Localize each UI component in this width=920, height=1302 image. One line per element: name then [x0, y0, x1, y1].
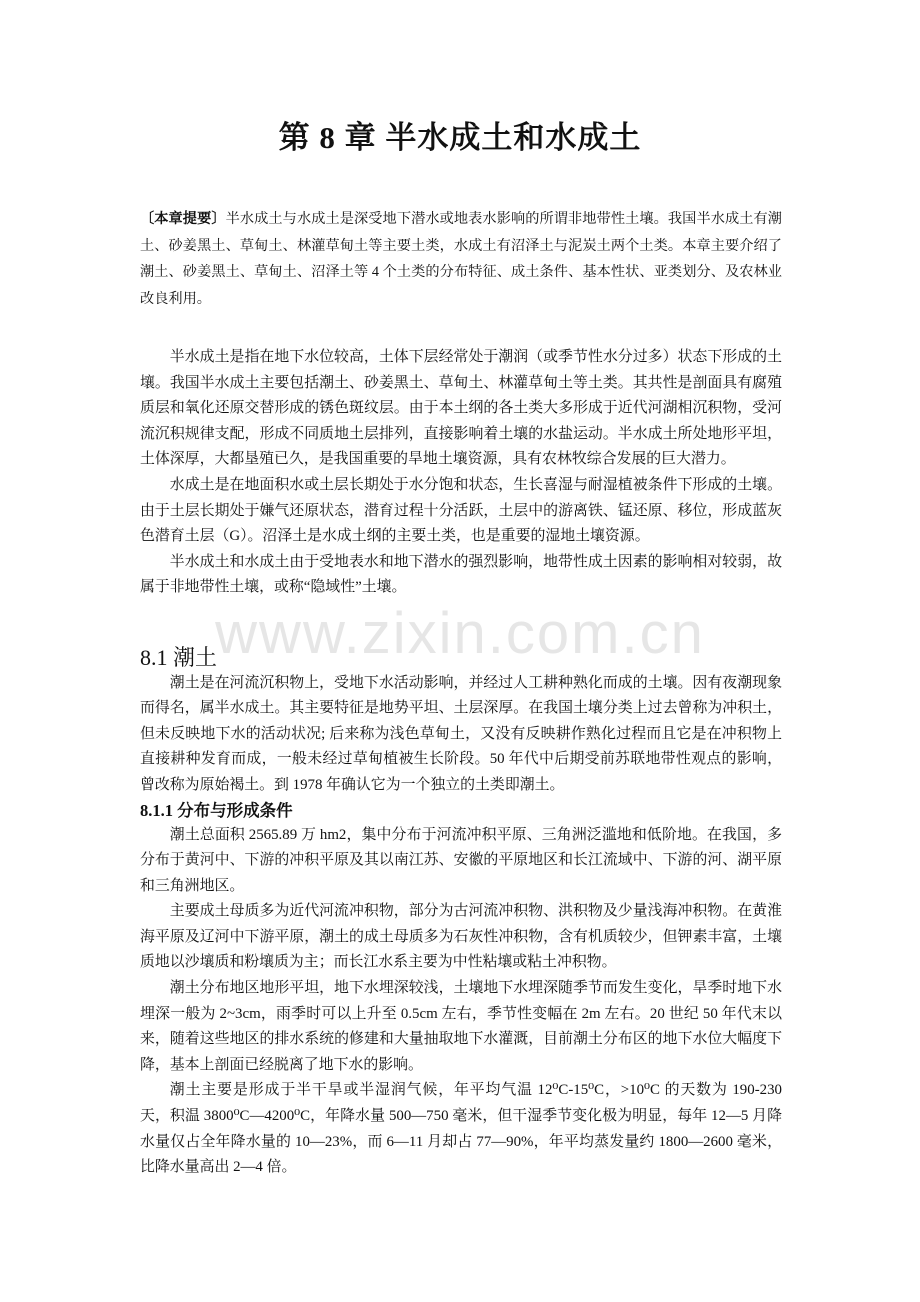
watermark: www.zixin.com.cn — [215, 601, 705, 666]
document-body — [140, 345, 782, 1181]
abstract-text: 半水成土与水成土是深受地下潜水或地表水影响的所谓非地带性土壤。我国半水成土有潮土、砂姜黑土、草甸土、林灌草甸土等主要土类，水成土有沼泽土与泥炭土两个土类。本章主要介绍了潮土、砂姜黑土、草甸土、沼泽土等 4 个土类的分布特征、成土条件、基本性状、亚类划分、及农林业改良利用。 — [140, 211, 782, 307]
chapter-title: 第 8 章 半水成土和水成土 — [278, 120, 642, 155]
body-paragraph: 潮土主要是形成于半干旱或半湿润气候，年平均气温 12⁰C-15⁰C，>10⁰C 的天数为 190-230 天，积温 3800⁰C—4200⁰C，年降水量 500—750 毫米，但干湿季节变化极为明显，每年 12—5 月降水量仅占全年降水量的 10—23%，而 6—11 月却占 77—90%，年平均蒸发量约 1800—2600 毫米，比降水量高出 2—4 倍。 — [140, 1082, 782, 1176]
body-paragraph: 半水成土是指在地下水位较高，土体下层经常处于潮润（或季节性水分过多）状态下形成的土壤。我国半水成土主要包括潮土、砂姜黑土、草甸土、林灌草甸土等土类。其共性是剖面具有腐殖质层和氧化还原交替形成的锈色斑纹层。由于本土纲的各土类大多形成于近代河湖相沉积物，受河流沉积规律支配，形成不同质地土层排列，直接影响着土壤的水盐运动。半水成土所处地形平坦，土体深厚，大都垦殖已久，是我国重要的旱地土壤资源，具有农林牧综合发展的巨大潜力。 — [140, 349, 782, 468]
body-paragraph: 潮土总面积 2565.89 万 hm2，集中分布于河流冲积平原、三角洲泛滥地和低阶地。在我国，多分布于黄河中、下游的冲积平原及其以南江苏、安徽的平原地区和长江流域中、下游的河、湖平原和三角洲地区。 — [140, 826, 782, 894]
subsection-heading-8-1-1: 8.1.1 分布与形成条件 — [140, 800, 293, 820]
abstract-label: 〔本章提要〕 — [140, 211, 226, 227]
body-paragraph: 半水成土和水成土由于受地表水和地下潜水的强烈影响，地带性成土因素的影响相对较弱，故属于非地带性土壤，或称“隐域性”土壤。 — [140, 553, 782, 596]
body-paragraph: 潮土是在河流沉积物上，受地下水活动影响，并经过人工耕种熟化而成的土壤。因有夜潮现象而得名，属半水成土。其主要特征是地势平坦、土层深厚。在我国土壤分类上过去曾称为冲积土，但未反映地下水的活动状况; 后来称为浅色草甸土，又没有反映耕作熟化过程而且它是在冲积物上直接耕种发育而成，一般未经过草甸植被生长阶段。50 年代中后期受前苏联地带性观点的影响，曾改称为原始褐土。到 1978 年确认它为一个独立的土类即潮土。 — [140, 674, 782, 793]
chapter-abstract — [140, 206, 782, 312]
body-paragraph: 潮土分布地区地形平坦，地下水埋深较浅，土壤地下水埋深随季节而发生变化，旱季时地下水埋深一般为 2~3cm，雨季时可以上升至 0.5cm 左右，季节性变幅在 2m 左右。20 世纪 50 年代末以来，随着这些地区的排水系统的修建和大量抽取地下水灌溉，目前潮土分布区的地下水位大幅度下降，基本上剖面已经脱离了地下水的影响。 — [140, 980, 782, 1073]
section-heading-8-1: 8.1 潮土 — [140, 644, 218, 670]
body-paragraph: 水成土是在地面积水或土层长期处于水分饱和状态，生长喜湿与耐湿植被条件下形成的土壤。由于土层长期处于嫌气还原状态，潜育过程十分活跃，土层中的游离铁、锰还原、移位，形成蓝灰色潜育土层（G）。沼泽土是水成土纲的主要土类，也是重要的湿地土壤资源。 — [140, 476, 782, 545]
body-paragraph: 主要成土母质多为近代河流冲积物，部分为古河流冲积物、洪积物及少量浅海冲积物。在黄淮海平原及辽河中下游平原，潮土的成土母质多为石灰性冲积物，含有机质较少，但钾素丰富，土壤质地以沙壤质和粉壤质为主；而长江水系主要为中性粘壤或粘土冲积物。 — [140, 903, 782, 971]
